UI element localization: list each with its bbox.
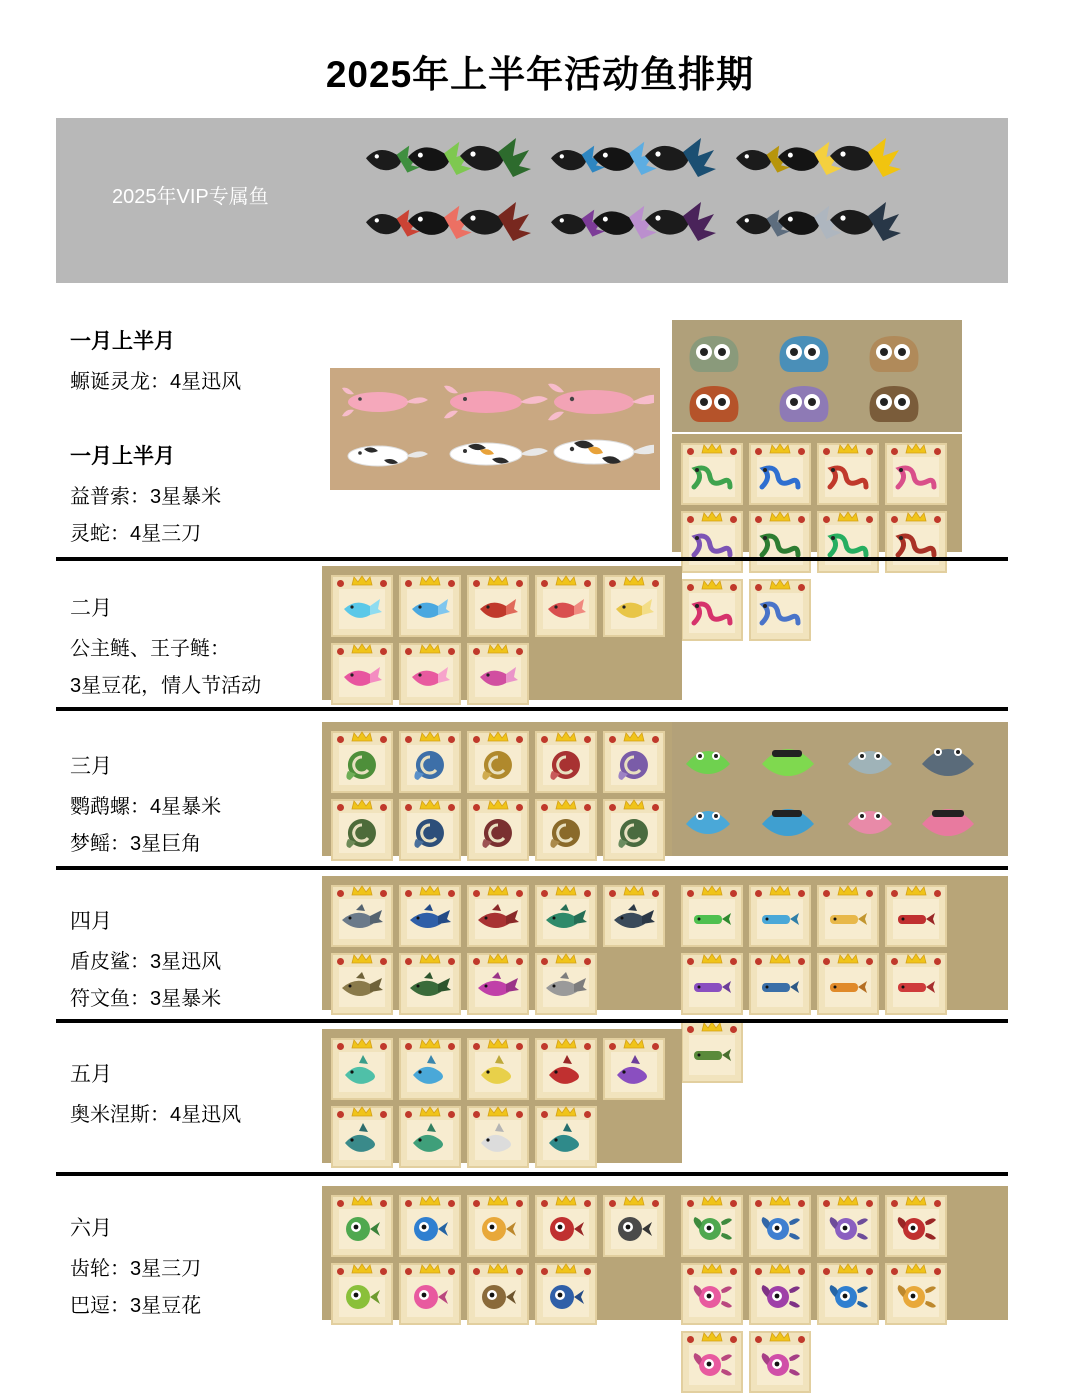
crown-icon (351, 1038, 373, 1049)
snake-icon (758, 459, 802, 495)
fish-icon (544, 593, 588, 625)
crown-icon (905, 953, 927, 964)
month-line: 公主鲢、王子鲢： (70, 638, 230, 660)
fish-card[interactable] (681, 1195, 743, 1257)
crown-icon (769, 443, 791, 454)
placoderm-shark-cards (322, 876, 682, 1010)
month-block-jan-a (70, 325, 241, 402)
crown-icon (701, 579, 723, 590)
crown-icon (623, 1038, 645, 1049)
badou-icon (760, 1280, 800, 1314)
fish-icon (341, 1123, 383, 1157)
fish-card[interactable] (817, 443, 879, 505)
fish-card[interactable] (817, 1195, 879, 1257)
crown-icon (555, 953, 577, 964)
month-block-jan-b (70, 440, 221, 554)
gear-fish-icon (478, 1213, 518, 1245)
month-line: 螈诞灵龙：4星迅风 (70, 371, 242, 393)
nautilus-icon (478, 747, 518, 783)
month-line: 巴逗：3星豆花 (70, 1295, 202, 1317)
fish-card[interactable] (535, 731, 597, 793)
fish-card[interactable] (749, 1263, 811, 1325)
crown-icon (769, 511, 791, 522)
rune-fish-cards (672, 876, 1008, 1010)
crown-icon (837, 953, 859, 964)
crown-icon (487, 953, 509, 964)
rune-fish-icon (690, 974, 734, 1000)
fish-card[interactable] (331, 885, 393, 947)
dream-ray-icons (678, 728, 1002, 850)
fish-card[interactable] (467, 1263, 529, 1325)
month-name: 一月上半月 (70, 330, 175, 353)
snake-icon (894, 459, 938, 495)
fish-card[interactable] (535, 1195, 597, 1257)
month-block-jun (70, 1212, 201, 1326)
crown-icon (623, 575, 645, 586)
fish-card[interactable] (885, 511, 947, 573)
fish-card[interactable] (535, 575, 597, 637)
fish-icon (409, 1123, 451, 1157)
month-block-mar (70, 750, 221, 864)
fish-card[interactable] (331, 1195, 393, 1257)
crown-icon (351, 799, 373, 810)
crown-icon (351, 953, 373, 964)
crown-icon (487, 1263, 509, 1274)
fish-icon (476, 593, 520, 625)
gear-fish-icon (342, 1281, 382, 1313)
row-separator (56, 1172, 1008, 1176)
fish-card[interactable] (681, 1263, 743, 1325)
fish-card[interactable] (681, 579, 743, 641)
spirit-snake-cards (672, 434, 962, 552)
crown-icon (419, 1195, 441, 1206)
badou-icon (828, 1212, 868, 1246)
gear-fish-icon (410, 1281, 450, 1313)
month-name: 二月 (70, 597, 112, 620)
badou-icon (692, 1212, 732, 1246)
month-line: 奥米涅斯：4星迅风 (70, 1104, 242, 1126)
fish-card[interactable] (681, 443, 743, 505)
fish-icon (341, 1055, 383, 1089)
crown-icon (487, 575, 509, 586)
crown-icon (623, 885, 645, 896)
crown-icon (555, 885, 577, 896)
crown-icon (905, 885, 927, 896)
fish-card[interactable] (603, 1038, 665, 1100)
crown-icon (769, 579, 791, 590)
nautilus-icon (614, 747, 654, 783)
crown-icon (419, 953, 441, 964)
fish-card[interactable] (681, 1021, 743, 1083)
crown-icon (701, 1195, 723, 1206)
gear-fish-icon (478, 1281, 518, 1313)
nautilus-icon (342, 747, 382, 783)
rune-fish-icon (690, 1042, 734, 1068)
crown-icon (769, 1195, 791, 1206)
crown-icon (769, 1331, 791, 1342)
crown-icon (769, 1263, 791, 1274)
fish-card[interactable] (467, 1106, 529, 1168)
crown-icon (837, 885, 859, 896)
fish-card[interactable] (749, 511, 811, 573)
crown-icon (623, 799, 645, 810)
crown-icon (487, 643, 509, 654)
fish-icon (408, 593, 452, 625)
ipsos-blob-panel (672, 320, 962, 432)
crown-icon (555, 575, 577, 586)
rune-fish-icon (894, 974, 938, 1000)
shark-icon (612, 904, 656, 934)
month-line: 盾皮鲨：3星迅风 (70, 951, 222, 973)
fish-card[interactable] (749, 885, 811, 947)
badou-icon (896, 1212, 936, 1246)
prince-princess-cards (322, 566, 682, 700)
fish-card[interactable] (681, 1331, 743, 1393)
fish-card[interactable] (331, 643, 393, 705)
month-name: 六月 (70, 1217, 112, 1240)
crown-icon (769, 953, 791, 964)
vip-label: 2025年VIP专属鱼 (112, 186, 269, 208)
month-line: 鹦鹉螺：4星暴米 (70, 796, 222, 818)
crown-icon (555, 1106, 577, 1117)
fish-card[interactable] (749, 579, 811, 641)
crown-icon (837, 511, 859, 522)
page-title: 2025年上半年活动鱼排期 (325, 54, 755, 95)
shark-icon (544, 904, 588, 934)
fish-card[interactable] (681, 953, 743, 1015)
crown-icon (701, 1331, 723, 1342)
crown-icon (701, 1263, 723, 1274)
badou-icon (760, 1212, 800, 1246)
fish-card[interactable] (535, 885, 597, 947)
axolotl-koi-panel (330, 368, 660, 490)
crown-icon (837, 1263, 859, 1274)
fish-card[interactable] (331, 953, 393, 1015)
badou-icon (692, 1280, 732, 1314)
rune-fish-icon (758, 974, 802, 1000)
fish-card[interactable] (399, 953, 461, 1015)
fish-card[interactable] (603, 1195, 665, 1257)
crown-icon (769, 885, 791, 896)
fish-card[interactable] (603, 799, 665, 861)
fish-icon (545, 1123, 587, 1157)
gear-fish-icon (546, 1213, 586, 1245)
fish-card[interactable] (399, 1106, 461, 1168)
month-line: 梦鳐：3星巨角 (70, 833, 202, 855)
crown-icon (419, 1106, 441, 1117)
fish-icon (545, 1055, 587, 1089)
vip-band (56, 118, 1008, 283)
crown-icon (837, 443, 859, 454)
crown-icon (351, 1263, 373, 1274)
nautilus-icon (410, 747, 450, 783)
badou-icon (896, 1280, 936, 1314)
crown-icon (837, 1195, 859, 1206)
badou-icon (760, 1348, 800, 1382)
row-separator (56, 1019, 1008, 1023)
badou-cards (672, 1186, 1008, 1320)
fish-card[interactable] (399, 643, 461, 705)
fish-card[interactable] (681, 885, 743, 947)
fish-icon (612, 593, 656, 625)
crown-icon (419, 799, 441, 810)
fish-icon (409, 1055, 451, 1089)
shark-icon (476, 972, 520, 1002)
fish-icon (477, 1123, 519, 1157)
fish-card[interactable] (603, 885, 665, 947)
fish-icon (613, 1055, 655, 1089)
fish-card[interactable] (331, 575, 393, 637)
month-line: 符文鱼：3星暴米 (70, 988, 222, 1010)
gear-fish-cards (322, 1186, 682, 1320)
fish-card[interactable] (467, 575, 529, 637)
badou-icon (828, 1280, 868, 1314)
crown-icon (623, 731, 645, 742)
crown-icon (701, 885, 723, 896)
month-block-may (70, 1058, 241, 1135)
nautilus-icon (342, 815, 382, 851)
row-separator (56, 707, 1008, 711)
fish-card[interactable] (603, 575, 665, 637)
ipsos-blob-icons (678, 326, 956, 426)
fish-card[interactable] (749, 443, 811, 505)
gear-fish-icon (410, 1213, 450, 1245)
crown-icon (419, 1038, 441, 1049)
nautilus-icon (410, 815, 450, 851)
vip-fish-group (356, 134, 916, 264)
fish-card[interactable] (331, 1263, 393, 1325)
fish-card[interactable] (399, 731, 461, 793)
crown-icon (351, 1106, 373, 1117)
crown-icon (555, 799, 577, 810)
crown-icon (555, 1263, 577, 1274)
fish-card[interactable] (681, 511, 743, 573)
crown-icon (351, 885, 373, 896)
fish-card[interactable] (399, 575, 461, 637)
rune-fish-icon (690, 906, 734, 932)
fish-card[interactable] (817, 1263, 879, 1325)
crown-icon (487, 1106, 509, 1117)
crown-icon (351, 575, 373, 586)
fish-card[interactable] (885, 1195, 947, 1257)
rune-fish-icon (894, 906, 938, 932)
snake-icon (690, 595, 734, 631)
axolotl-koi-icons (336, 374, 654, 484)
fish-card[interactable] (467, 953, 529, 1015)
fish-card[interactable] (331, 1038, 393, 1100)
month-name: 一月上半月 (70, 445, 175, 468)
crown-icon (905, 443, 927, 454)
fish-card[interactable] (817, 885, 879, 947)
crown-icon (351, 1195, 373, 1206)
nautilus-icon (546, 747, 586, 783)
rune-fish-icon (826, 906, 870, 932)
fish-card[interactable] (399, 799, 461, 861)
rune-fish-icon (758, 906, 802, 932)
fish-card[interactable] (817, 511, 879, 573)
crown-icon (555, 1195, 577, 1206)
crown-icon (419, 643, 441, 654)
fish-card[interactable] (885, 885, 947, 947)
crown-icon (419, 575, 441, 586)
fish-card[interactable] (885, 443, 947, 505)
fish-card[interactable] (467, 1038, 529, 1100)
nautilus-icon (478, 815, 518, 851)
month-name: 三月 (70, 755, 112, 778)
shark-icon (544, 972, 588, 1002)
month-name: 五月 (70, 1063, 112, 1086)
crown-icon (487, 885, 509, 896)
fish-icon (476, 661, 520, 693)
gear-fish-icon (546, 1281, 586, 1313)
vip-fish-icons (356, 134, 916, 264)
fish-icon (340, 593, 384, 625)
shark-icon (476, 904, 520, 934)
fish-card[interactable] (331, 731, 393, 793)
crown-icon (351, 643, 373, 654)
fish-card[interactable] (399, 1263, 461, 1325)
month-line: 3星豆花，情人节活动 (70, 675, 262, 697)
shark-icon (340, 972, 384, 1002)
snake-icon (758, 595, 802, 631)
crown-icon (419, 1263, 441, 1274)
fish-card[interactable] (535, 1106, 597, 1168)
month-line: 灵蛇：4星三刀 (70, 523, 202, 545)
fish-card[interactable] (885, 1263, 947, 1325)
fish-card[interactable] (399, 885, 461, 947)
row-separator (56, 866, 1008, 870)
fish-card[interactable] (603, 731, 665, 793)
crown-icon (487, 731, 509, 742)
crown-icon (701, 443, 723, 454)
month-name: 四月 (70, 910, 112, 933)
crown-icon (487, 1195, 509, 1206)
fish-card[interactable] (467, 731, 529, 793)
fish-icon (340, 661, 384, 693)
snake-icon (826, 459, 870, 495)
fish-card[interactable] (399, 1195, 461, 1257)
nautilus-cards (322, 722, 682, 856)
fish-card[interactable] (749, 953, 811, 1015)
fish-card[interactable] (535, 1263, 597, 1325)
omenes-cards (322, 1029, 682, 1163)
month-line: 益普索：3星暴米 (70, 486, 222, 508)
crown-icon (555, 1038, 577, 1049)
fish-icon (477, 1055, 519, 1089)
crown-icon (555, 731, 577, 742)
shark-icon (340, 904, 384, 934)
crown-icon (419, 885, 441, 896)
fish-card[interactable] (467, 1195, 529, 1257)
fish-icon (408, 661, 452, 693)
crown-icon (351, 731, 373, 742)
fish-card[interactable] (885, 953, 947, 1015)
crown-icon (905, 511, 927, 522)
rune-fish-icon (826, 974, 870, 1000)
fish-card[interactable] (817, 953, 879, 1015)
nautilus-icon (614, 815, 654, 851)
fish-card[interactable] (399, 1038, 461, 1100)
row-separator (56, 557, 1008, 561)
fish-card[interactable] (749, 1195, 811, 1257)
fish-card[interactable] (749, 1331, 811, 1393)
badou-icon (692, 1348, 732, 1382)
month-block-apr (70, 905, 221, 1019)
crown-icon (701, 953, 723, 964)
crown-icon (905, 1195, 927, 1206)
shark-icon (408, 972, 452, 1002)
crown-icon (701, 511, 723, 522)
fish-card[interactable] (467, 643, 529, 705)
dream-ray-panel (672, 722, 1008, 856)
fish-card[interactable] (535, 799, 597, 861)
fish-card[interactable] (535, 953, 597, 1015)
fish-card[interactable] (467, 885, 529, 947)
month-block-feb (70, 592, 261, 706)
gear-fish-icon (342, 1213, 382, 1245)
crown-icon (487, 1038, 509, 1049)
crown-icon (487, 799, 509, 810)
crown-icon (419, 731, 441, 742)
fish-card[interactable] (467, 799, 529, 861)
gear-fish-icon (614, 1213, 654, 1245)
fish-card[interactable] (535, 1038, 597, 1100)
snake-icon (690, 459, 734, 495)
month-line: 齿轮：3星三刀 (70, 1258, 202, 1280)
fish-card[interactable] (331, 1106, 393, 1168)
crown-icon (905, 1263, 927, 1274)
crown-icon (623, 1195, 645, 1206)
fish-card[interactable] (331, 799, 393, 861)
shark-icon (408, 904, 452, 934)
nautilus-icon (546, 815, 586, 851)
